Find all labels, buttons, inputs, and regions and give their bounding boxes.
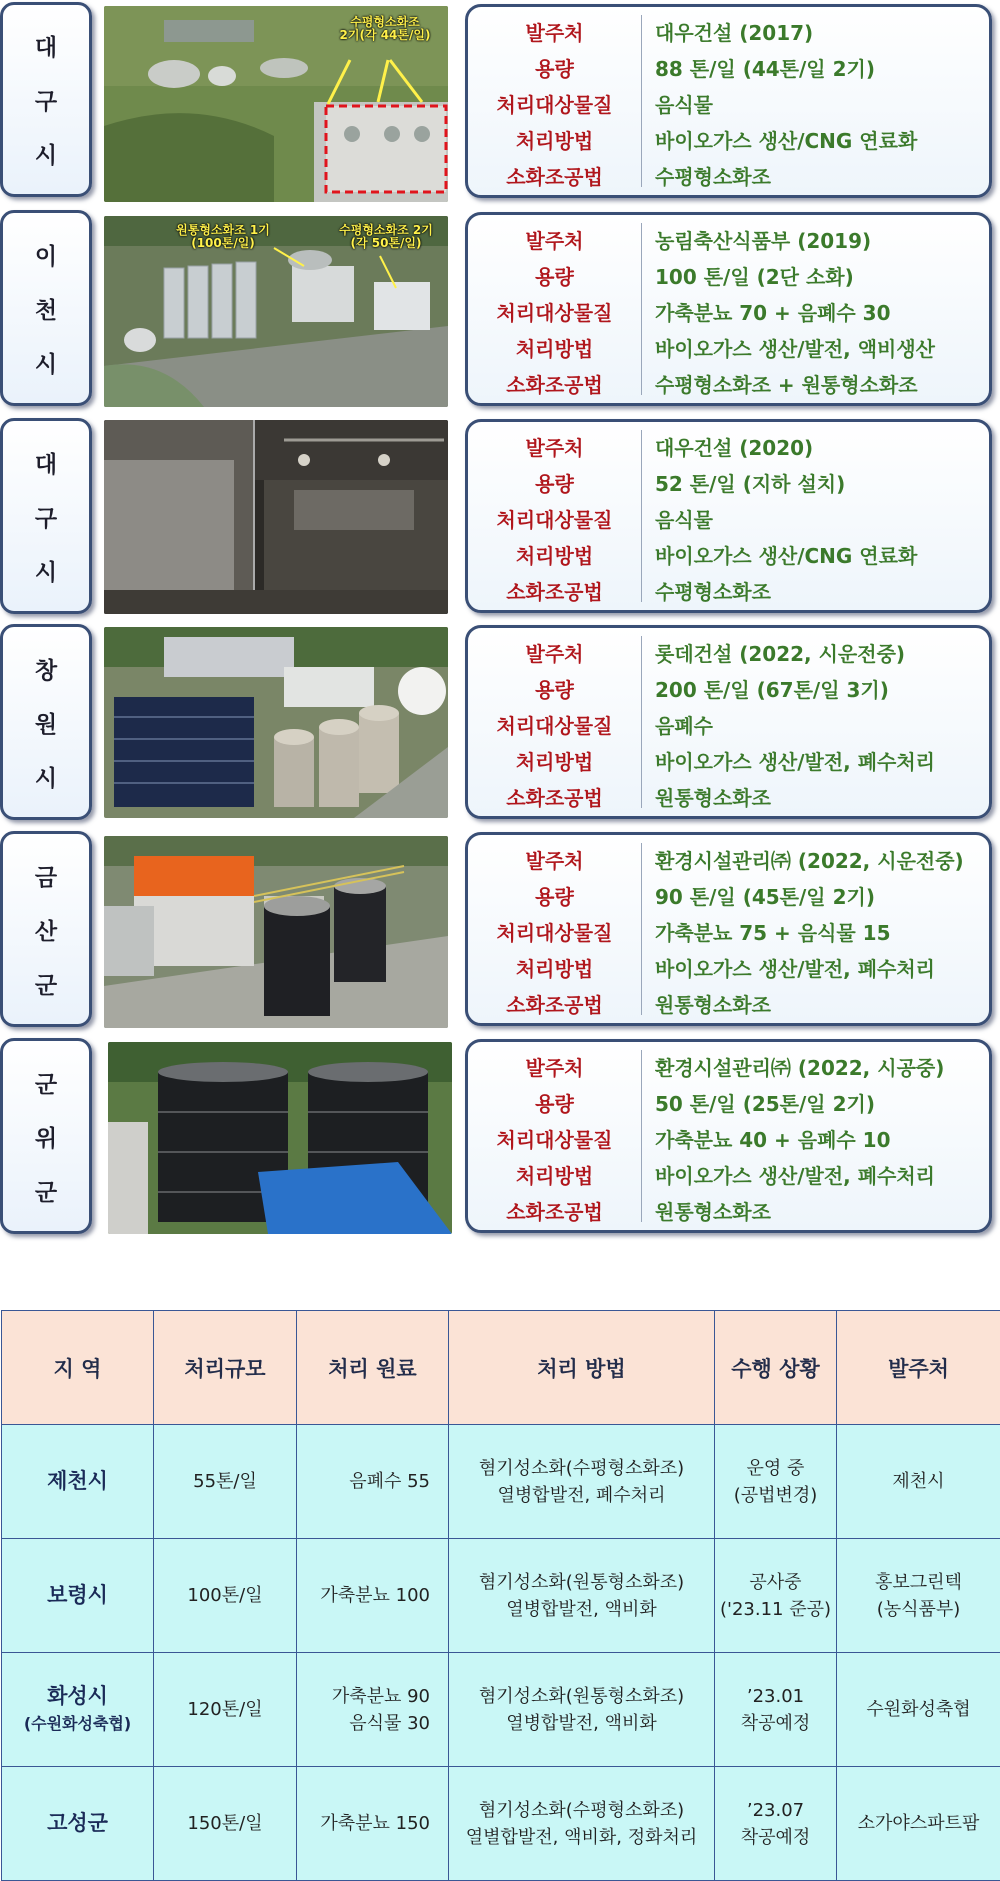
info-value: 농림축산식품부 (2019) — [641, 225, 871, 254]
info-value: 롯데건설 (2022, 시운전중) — [641, 638, 905, 667]
info-value: 환경시설관리㈜ (2022, 시운전중) — [641, 845, 964, 874]
photo-changwon-aerial — [104, 627, 448, 818]
client-line: 수원화성축협 — [838, 1696, 999, 1723]
info-value: 대우건설 (2020) — [641, 432, 813, 461]
caption-line: (각 50톤/일) — [330, 237, 442, 250]
method-line: 열병합발전, 액비화 — [450, 1710, 713, 1737]
caption-line: 2기(각 44톤/일) — [330, 29, 440, 42]
info-value: 바이오가스 생산/CNG 연료화 — [641, 125, 917, 154]
info-row — [468, 913, 989, 949]
info-key: 용량 — [468, 881, 641, 910]
info-value: 90 톤/일 (45톤/일 2기) — [641, 881, 875, 910]
info-key: 소화조공법 — [468, 782, 641, 811]
region-sub: (수원화성축협) — [3, 1710, 152, 1737]
info-card-3 — [465, 419, 992, 613]
region-name: 제천시 — [47, 1469, 108, 1493]
info-value: 환경시설관리㈜ (2022, 시공중) — [641, 1052, 944, 1081]
info-value: 가축분뇨 40 + 음폐수 10 — [641, 1124, 891, 1153]
column-header: 처리 원료 — [297, 1311, 449, 1425]
info-key: 처리방법 — [468, 746, 641, 775]
region-char: 원 — [35, 706, 57, 739]
info-value: 수평형소화조 + 원통형소화조 — [641, 369, 918, 398]
region-char: 군 — [35, 1066, 57, 1099]
info-row — [468, 1120, 989, 1156]
cell-method — [449, 1425, 715, 1539]
info-row — [468, 1084, 989, 1120]
info-value: 원통형소화조 — [641, 1196, 771, 1225]
info-key: 소화조공법 — [468, 576, 641, 605]
info-key: 용량 — [468, 674, 641, 703]
material-line: 음폐수 55 — [298, 1468, 430, 1495]
region-char: 시 — [35, 760, 57, 793]
info-row — [468, 1048, 989, 1084]
info-value: 음식물 — [641, 89, 713, 118]
info-value: 원통형소화조 — [641, 782, 771, 811]
cell-scale: 150톤/일 — [154, 1767, 297, 1881]
cell-material — [297, 1767, 449, 1881]
photo-daegu-underground — [104, 420, 448, 614]
photo-caption — [168, 224, 278, 250]
info-key: 용량 — [468, 53, 641, 82]
status-line: ’23.01 — [716, 1683, 835, 1710]
region-label-daegu-2 — [0, 418, 92, 614]
region-char: 대 — [35, 29, 57, 62]
method-line: 혐기성소화(수평형소화조) — [450, 1797, 713, 1824]
region-char: 시 — [35, 346, 57, 379]
region-char: 시 — [35, 137, 57, 170]
photo-caption — [330, 16, 440, 42]
info-key: 발주처 — [468, 225, 641, 254]
table-header-row — [2, 1311, 1000, 1425]
region-char: 군 — [35, 1174, 57, 1207]
material-line: 음식물 30 — [298, 1710, 430, 1737]
info-key: 처리대상물질 — [468, 297, 641, 326]
info-value: 200 톤/일 (67톤/일 3기) — [641, 674, 889, 703]
info-key: 발주처 — [468, 1052, 641, 1081]
info-value: 가축분뇨 70 + 음폐수 30 — [641, 297, 891, 326]
info-key: 처리방법 — [468, 125, 641, 154]
info-value: 바이오가스 생산/발전, 폐수처리 — [641, 746, 935, 775]
region-char: 대 — [35, 446, 57, 479]
cell-method — [449, 1539, 715, 1653]
info-row — [468, 221, 989, 257]
info-value: 수평형소화조 — [641, 161, 771, 190]
caption-line: 원통형소화조 1기 — [168, 224, 278, 237]
info-value: 음폐수 — [641, 710, 713, 739]
method-line: 열병합발전, 폐수처리 — [450, 1482, 713, 1509]
cell-region — [2, 1767, 154, 1881]
info-key: 소화조공법 — [468, 369, 641, 398]
info-value: 원통형소화조 — [641, 989, 771, 1018]
client-line: (농식품부) — [838, 1596, 999, 1623]
info-row — [468, 841, 989, 877]
method-line: 혐기성소화(수평형소화조) — [450, 1455, 713, 1482]
method-line: 열병합발전, 액비화 — [450, 1596, 713, 1623]
region-char: 시 — [35, 554, 57, 587]
info-row — [468, 157, 989, 193]
cell-client — [837, 1539, 1000, 1653]
method-line: 혐기성소화(원통형소화조) — [450, 1683, 713, 1710]
info-row — [468, 877, 989, 913]
info-key: 발주처 — [468, 17, 641, 46]
photo-gunwi-tanks — [108, 1042, 452, 1234]
info-row — [468, 949, 989, 985]
cell-material — [297, 1425, 449, 1539]
column-header: 처리규모 — [154, 1311, 297, 1425]
column-header: 지 역 — [2, 1311, 154, 1425]
info-row — [468, 49, 989, 85]
region-char: 이 — [35, 238, 57, 271]
cell-region — [2, 1653, 154, 1767]
cell-material — [297, 1539, 449, 1653]
caption-line: 수평형소화조 2기 — [330, 224, 442, 237]
info-key: 처리방법 — [468, 333, 641, 362]
info-key: 소화조공법 — [468, 989, 641, 1018]
info-key: 용량 — [468, 261, 641, 290]
info-key: 처리대상물질 — [468, 1124, 641, 1153]
info-value: 수평형소화조 — [641, 576, 771, 605]
material-line: 가축분뇨 90 — [298, 1683, 430, 1710]
info-value: 음식물 — [641, 504, 713, 533]
info-row — [468, 329, 989, 365]
client-line: 홍보그린텍 — [838, 1569, 999, 1596]
region-char: 구 — [35, 83, 57, 116]
info-row — [468, 985, 989, 1021]
info-value: 52 톤/일 (지하 설치) — [641, 468, 845, 497]
info-row — [468, 536, 989, 572]
cell-status — [715, 1653, 837, 1767]
status-line: 착공예정 — [716, 1710, 835, 1737]
method-line: 열별합발전, 액비화, 정화처리 — [450, 1824, 713, 1851]
caption-line: (100톤/일) — [168, 237, 278, 250]
cell-scale: 55톤/일 — [154, 1425, 297, 1539]
photo-caption — [330, 224, 442, 250]
photo-geumsan-aerial — [104, 836, 448, 1028]
region-char: 구 — [35, 500, 57, 533]
info-row — [468, 257, 989, 293]
status-line: 착공예정 — [716, 1824, 835, 1851]
info-row — [468, 428, 989, 464]
info-key: 소화조공법 — [468, 1196, 641, 1225]
info-value: 88 톤/일 (44톤/일 2기) — [641, 53, 875, 82]
info-card-4 — [465, 625, 992, 819]
cell-client — [837, 1653, 1000, 1767]
status-line: ’23.07 — [716, 1797, 835, 1824]
info-card-2 — [465, 212, 992, 406]
info-row — [468, 634, 989, 670]
cell-client — [837, 1767, 1000, 1881]
table-row — [2, 1425, 1000, 1539]
info-key: 처리방법 — [468, 1160, 641, 1189]
cell-client — [837, 1425, 1000, 1539]
table-row — [2, 1653, 1000, 1767]
cell-method — [449, 1653, 715, 1767]
info-key: 발주처 — [468, 432, 641, 461]
region-name: 보령시 — [47, 1583, 108, 1607]
info-row — [468, 1192, 989, 1228]
cell-status — [715, 1539, 837, 1653]
region-char: 창 — [35, 652, 57, 685]
column-header: 수행 상황 — [715, 1311, 837, 1425]
cell-status — [715, 1767, 837, 1881]
client-line: 소가야스파트팜 — [838, 1810, 999, 1837]
info-row — [468, 500, 989, 536]
info-key: 처리대상물질 — [468, 504, 641, 533]
info-row — [468, 742, 989, 778]
material-line: 가축분뇨 100 — [298, 1582, 430, 1609]
info-card-1 — [465, 4, 992, 198]
info-row — [468, 1156, 989, 1192]
info-row — [468, 293, 989, 329]
info-key: 처리대상물질 — [468, 710, 641, 739]
info-key: 처리대상물질 — [468, 89, 641, 118]
cell-status — [715, 1425, 837, 1539]
column-header: 처리 방법 — [449, 1311, 715, 1425]
table-row — [2, 1539, 1000, 1653]
info-row — [468, 572, 989, 608]
region-name: 고성군 — [47, 1811, 108, 1835]
info-row — [468, 121, 989, 157]
info-value: 바이오가스 생산/발전, 폐수처리 — [641, 1160, 935, 1189]
info-key: 발주처 — [468, 845, 641, 874]
info-value: 바이오가스 생산/발전, 폐수처리 — [641, 953, 935, 982]
region-char: 금 — [35, 859, 57, 892]
region-label-daegu-1 — [0, 2, 92, 197]
info-key: 처리방법 — [468, 540, 641, 569]
client-line: 제천시 — [838, 1468, 999, 1495]
info-row — [468, 778, 989, 814]
cell-region — [2, 1539, 154, 1653]
info-value: 가축분뇨 75 + 음식물 15 — [641, 917, 891, 946]
info-value: 50 톤/일 (25톤/일 2기) — [641, 1088, 875, 1117]
region-label-changwon — [0, 624, 92, 820]
info-key: 용량 — [468, 468, 641, 497]
info-key: 용량 — [468, 1088, 641, 1117]
status-line: 공사중 — [716, 1569, 835, 1596]
info-key: 처리방법 — [468, 953, 641, 982]
region-label-gunwi — [0, 1038, 92, 1234]
info-value: 100 톤/일 (2단 소화) — [641, 261, 854, 290]
cell-scale: 100톤/일 — [154, 1539, 297, 1653]
status-line: ('23.11 준공) — [716, 1596, 835, 1623]
info-value: 바이오가스 생산/발전, 액비생산 — [641, 333, 935, 362]
cell-region — [2, 1425, 154, 1539]
region-char: 군 — [35, 967, 57, 1000]
status-line: 운영 중 — [716, 1455, 835, 1482]
info-row — [468, 13, 989, 49]
info-value: 바이오가스 생산/CNG 연료화 — [641, 540, 917, 569]
summary-table — [1, 1310, 1000, 1881]
info-row — [468, 464, 989, 500]
cell-material — [297, 1653, 449, 1767]
region-char: 산 — [35, 913, 57, 946]
info-row — [468, 365, 989, 401]
info-key: 소화조공법 — [468, 161, 641, 190]
cell-scale: 120톤/일 — [154, 1653, 297, 1767]
status-line: (공법변경) — [716, 1482, 835, 1509]
info-key: 발주처 — [468, 638, 641, 667]
cell-method — [449, 1767, 715, 1881]
info-key: 처리대상물질 — [468, 917, 641, 946]
info-card-6 — [465, 1039, 992, 1233]
info-row — [468, 85, 989, 121]
table-row — [2, 1767, 1000, 1881]
info-row — [468, 706, 989, 742]
column-header: 발주처 — [837, 1311, 1000, 1425]
region-char: 천 — [35, 292, 57, 325]
caption-line: 수평형소화조 — [330, 16, 440, 29]
region-name: 화성시 — [47, 1684, 108, 1708]
method-line: 혐기성소화(원통형소화조) — [450, 1569, 713, 1596]
info-card-5 — [465, 832, 992, 1026]
region-label-geumsan — [0, 831, 92, 1027]
info-row — [468, 670, 989, 706]
region-label-icheon — [0, 210, 92, 406]
info-value: 대우건설 (2017) — [641, 17, 813, 46]
material-line: 가축분뇨 150 — [298, 1810, 430, 1837]
region-char: 위 — [35, 1120, 57, 1153]
